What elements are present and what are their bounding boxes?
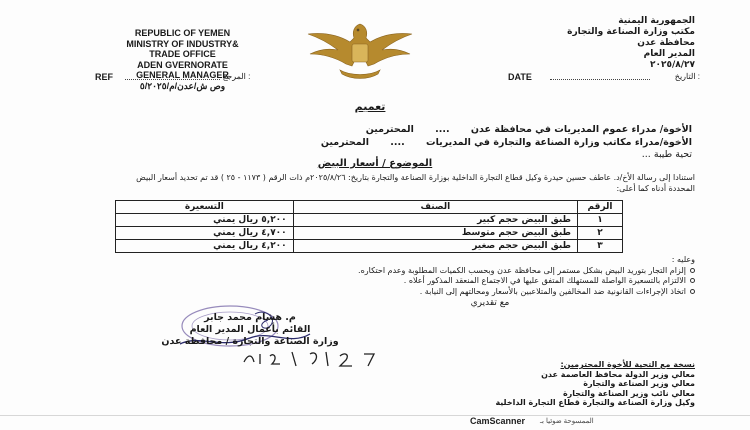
header-arabic [545, 16, 695, 71]
greeting: تحية طيبة ... [641, 149, 692, 160]
header-en-line: ADEN GVERNORATE [137, 59, 228, 70]
header-ar-line: المدير العام [643, 49, 695, 59]
header-price: التسعيرة [116, 201, 294, 214]
addressee-text: الأخوة/ مدراء عموم المديريات في محافظة عدن [470, 124, 692, 135]
signatory-title: القائم بأعمال المدير العام [189, 324, 311, 335]
row-num: ٣ [578, 240, 623, 253]
row-price: ٤,٧٠٠ ريال يمني [116, 227, 294, 240]
ref-label-arabic: المرجع : [223, 72, 251, 81]
bullet-icon [690, 268, 695, 273]
signatory-name: م. هشام محمد جابر [204, 312, 296, 323]
row-num: ٢ [578, 227, 623, 240]
list-item-text: اتخاذ الإجراءات القانونية ضد المخالفين والمتلاعبين بالأسعار ومحالتهم إلى النيابة . [419, 286, 686, 296]
header-num: الرقم [578, 201, 623, 214]
regards: مع تقديري [470, 298, 510, 308]
row-item: طبق البيض حجم كبير [293, 214, 577, 227]
header-en-line: GENERAL MANAGER [136, 70, 229, 80]
copies-item: معالي وزير الصناعة والتجارة [583, 379, 695, 388]
copies-item: وكيل وزارة الصناعة والتجارة قطاع التجارة الداخلية [495, 398, 695, 407]
circular-title: تعميم [354, 100, 386, 113]
ref-dots [125, 79, 220, 80]
header-en-line: TRADE OFFICE [149, 49, 216, 59]
header-item: الصنف [293, 201, 577, 214]
yemen-eagle-emblem-icon [300, 14, 420, 84]
list-item [85, 276, 695, 287]
header-en-line: MINISTRY OF INDUSTRY& [126, 38, 239, 49]
table-row [116, 240, 623, 253]
date-label: DATE [508, 72, 532, 82]
table-row [116, 227, 623, 240]
date-label-arabic: التاريخ : [674, 72, 700, 81]
ref-label: REF [95, 72, 113, 82]
addressee-line [172, 137, 692, 149]
list-item [85, 266, 695, 277]
addressee-line [172, 124, 692, 136]
ref-number: وص ش/عدن/م/٥/٢٠٢٥ [139, 80, 226, 91]
addressee-suffix: المحترمين [320, 137, 369, 148]
copies-heading: نسخة مع التحية للأخوة المحترمين: [560, 360, 695, 369]
row-price: ٤,٢٠٠ ريال يمني [116, 240, 294, 253]
instructions-list [85, 255, 695, 297]
camscanner-label-arabic: الممسوحة ضوئيا بـ [540, 418, 594, 425]
addressee-dots: .... [390, 137, 405, 148]
copies-item: معالي نائب وزير الصناعة والتجارة [562, 388, 695, 398]
addressee-suffix: المحترمين [365, 124, 414, 135]
list-item-text: الالتزام بالتسعيرة الواصلة للمستهلك المتفق عليها في الاجتماع المنعقد المذكور أعلاه . [403, 276, 686, 285]
list-item [85, 287, 695, 298]
signatory-org: وزارة الصناعة والتجارة / محافظة عدن [161, 336, 339, 347]
addressee-dots: .... [435, 124, 450, 135]
row-item: طبق البيض حجم صغير [293, 240, 577, 253]
bullet-icon [690, 289, 695, 294]
camscanner-label: CamScanner [470, 416, 526, 426]
row-price: ٥,٢٠٠ ريال يمني [116, 214, 294, 227]
addressee-text: الأخوة/مدراء مكاتب وزارة الصناعة والتجارة في المديريات [426, 137, 692, 148]
instructions-lead: وعليه : [671, 255, 695, 264]
signature-text [160, 312, 340, 348]
table-row [116, 214, 623, 227]
row-num: ١ [578, 214, 623, 227]
header-ar-line: مكتب وزارة الصناعة والتجارة [567, 27, 695, 37]
header-date-value: ٢٠٢٥/٨/٢٧ [649, 60, 695, 70]
date-dots [550, 79, 650, 80]
list-item-text: إلزام التجار بتوريد البيض بشكل مستمر إلى محافظة عدن وبحسب الكميات المطلوبة وعدم احتكاره. [358, 265, 686, 275]
bullet-icon [690, 278, 695, 283]
header-english [95, 28, 270, 91]
subject-line: الموضوع / أسعار البيض [317, 158, 433, 169]
header-en-line: REPUBLIC OF YEMEN [134, 28, 231, 38]
price-table [115, 200, 623, 253]
header-ar-line: محافظة عدن [637, 38, 695, 48]
copies-item: معالي وزير الدولة محافظ العاصمة عدن [541, 369, 695, 379]
header-ar-line: الجمهورية اليمنية [618, 16, 695, 26]
table-header-row [116, 201, 623, 214]
copies-list [355, 360, 695, 408]
scanner-footer [440, 416, 640, 430]
row-item: طبق البيض حجم متوسط [293, 227, 577, 240]
intro-paragraph: استنادا إلى رسالة الأخ/د. عاطف حسين حيدرة وكيل قطاع التجارة الداخلية بوزارة الصناعة والتجارة بتاريخ: ٢٠٢٥/٨/٢٦م ذات الرقم ( ١١٧٣ - ٢٥ ) قد تم تحديد أسعار البيض المحددة أدناه كما أعلى: [136, 173, 695, 193]
